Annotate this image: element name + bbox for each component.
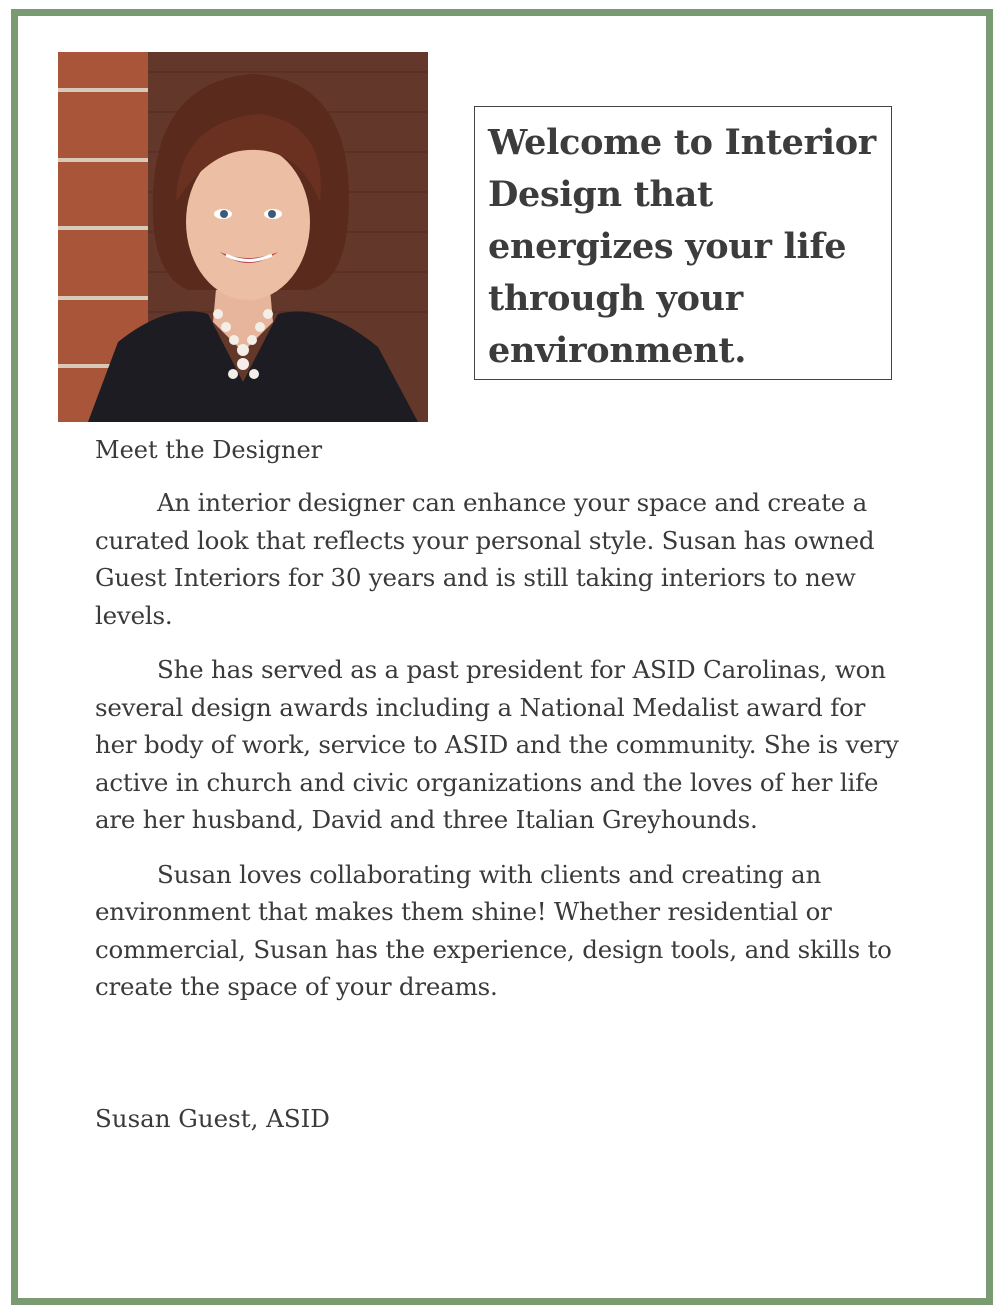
welcome-box bbox=[474, 106, 892, 380]
meet-the-designer-heading: Meet the Designer bbox=[95, 436, 323, 464]
designer-photo bbox=[58, 52, 428, 422]
signature: Susan Guest, ASID bbox=[95, 1104, 330, 1133]
bio-paragraph-2: She has served as a past president for ASID Carolinas, won several design awards including a National Medalist award for her body of work, service to ASID and the community. She is very active in church and civic organizations and the loves of her life are her husband, David and three Italian Greyhounds. bbox=[95, 655, 899, 834]
welcome-headline: Welcome to Interior Design that energizes your life through your environment. bbox=[488, 122, 876, 371]
bio-paragraph-1: An interior designer can enhance your space and create a curated look that reflects your personal style. Susan has owned Guest Interiors for 30 years and is still taking interiors to new levels. bbox=[95, 488, 875, 630]
designer-bio bbox=[95, 484, 905, 1023]
designer-portrait-illustration bbox=[58, 52, 428, 422]
bio-paragraph-3: Susan loves collaborating with clients and creating an environment that makes them shine! Whether residential or commercial, Susan has the experience, design tools, and skills to create the space of your dreams. bbox=[95, 859, 892, 1001]
